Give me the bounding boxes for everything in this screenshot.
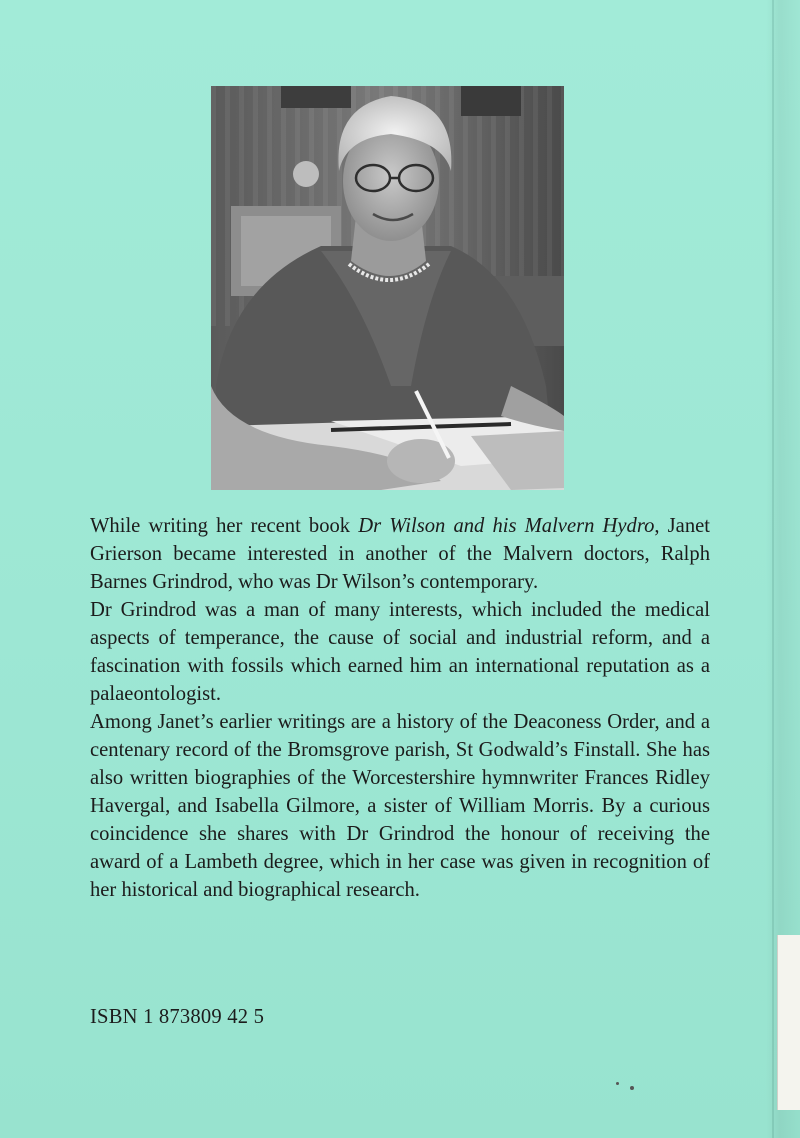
isbn-number: ISBN 1 873809 42 5 [90,1006,265,1028]
print-speck [616,1082,619,1085]
library-label [777,935,800,1110]
blurb-paragraph-1 [90,512,710,596]
book-title: Dr Wilson and his Malvern Hydro [358,515,655,537]
blurb-p1-rest: , Janet Grierson became interested in another of the Malvern doctors, Ralph Barnes Grindrod, who was Dr Wilson’s contemporary. [90,515,710,593]
print-speck [630,1086,634,1090]
blurb-p1-intro: While writing her recent book [90,515,359,537]
author-blurb [90,512,710,904]
blurb-paragraph-3: Among Janet’s earlier writings are a history of the Deaconess Order, and a centenary record of the Bromsgrove parish, St Godwald’s Finstall. She has also written biographies of the Worcestershire hymnwriter Frances Ridley Havergal, and Isabella Gilmore, a sister of William Morris. By a curious coincidence she shares with Dr Grindrod the honour of receiving the award of a Lambeth degree, which in her case was given in recognition of her historical and biographical research. [90,711,710,901]
spine-fold [772,0,774,1138]
blurb-paragraph-2: Dr Grindrod was a man of many interests, which included the medical aspects of temperance, the cause of social and industrial reform, and a fascination with fossils which earned him an international reputation as a palaeontologist. [90,599,710,705]
author-portrait-photo [211,86,564,490]
